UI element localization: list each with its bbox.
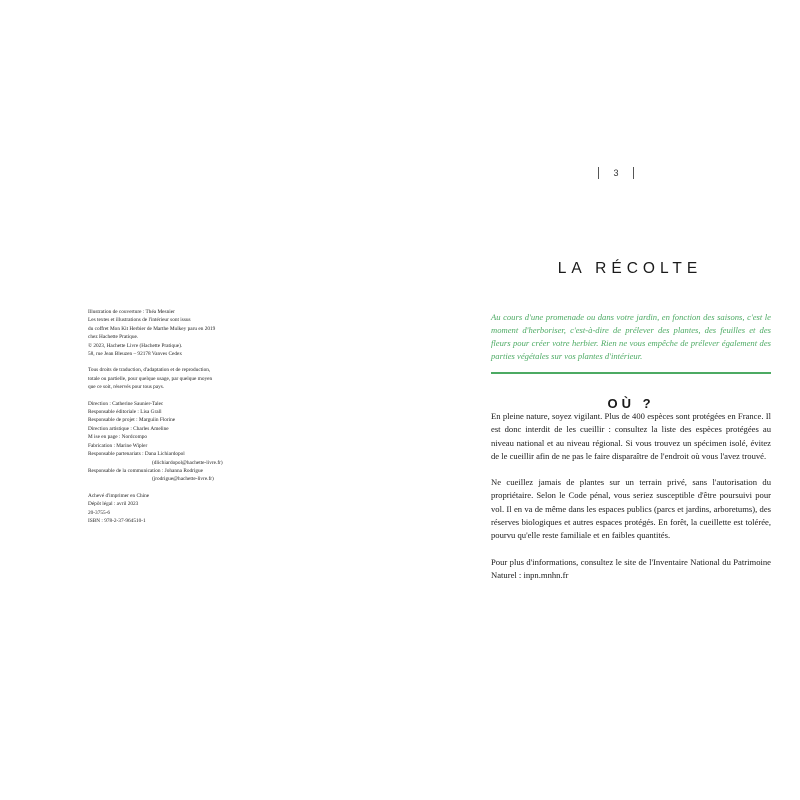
colophon-line: Illustration de couverture : Théa Mesnier xyxy=(88,309,175,315)
colophon-line: que ce soit, réservés pour tous pays. xyxy=(88,384,165,391)
colophon-line: © 2023, Hachette Livre (Hachette Pratique). xyxy=(88,342,183,349)
colophon-line: Responsable de projet : Marguiin Florine xyxy=(88,417,176,424)
colophon-line: 20-3755-6 xyxy=(88,509,111,516)
colophon-line: du coffret Mon Kit Herbier de Marthe Mulkey paru en 2019 xyxy=(88,325,216,332)
intro-paragraph: Au cours d'une promenade ou dans votre jardin, en fonction des saisons, c'est le moment d'herboriser, c'est-à-dire de prélever des plantes, des feuilles et des fleurs pour créer votre herbier. Rien ne vous empêche de prélever également des parties végétales sur vos plantes d'intérieur. xyxy=(491,311,771,361)
colophon-line: Direction : Catherine Saunier-Talec xyxy=(88,400,164,407)
colophon-line: 58, rue Jean Bleuzen – 92178 Vanves Cedex xyxy=(88,351,183,358)
colophon-line: (dlichiardopol@hachette-livre.fr) xyxy=(152,459,223,466)
colophon xyxy=(88,308,288,533)
body-text xyxy=(491,410,771,595)
colophon-line: Achevé d'imprimer en Chine xyxy=(88,492,150,499)
body-paragraph: Ne cueillez jamais de plantes sur un terrain privé, sans l'autorisation du propriétaire. Selon le Code pénal, vous seriez susceptible d'être poursuivi pour vol. Il en va de même dans les espaces publics (parcs et jardins, arboretums), des réserves biologiques et autres espaces protégés. En forêt, la cueillette est tolérée, pourvu qu'elle reste familiale et en faibles quantités. xyxy=(491,477,771,541)
body-paragraph: En pleine nature, soyez vigilant. Plus de 400 espèces sont protégées en France. Il est donc interdit de les cueillir : consultez la liste des espèces protégées au niveau national et au niveau régional. Si vous trouvez un spécimen isolé, évitez de le cueillir afin de ne pas le faire disparaître de l'endroit où vous l'avez trouvé. xyxy=(491,411,771,461)
colophon-line: Tous droits de traduction, d'adaptation et de reproduction, xyxy=(88,367,211,374)
page-number-left-rule xyxy=(598,167,599,179)
page-number xyxy=(598,166,634,180)
colophon-line: Fabrication : Marine Wipler xyxy=(88,442,148,449)
colophon-line: Responsable de la communication : Johanna Rodrigue xyxy=(88,467,204,474)
page-number-value: 3 xyxy=(613,168,619,178)
colophon-line: (jrodrigue@hachette-livre.fr) xyxy=(152,476,214,483)
colophon-rights xyxy=(88,366,288,391)
chapter-title: LA RÉCOLTE xyxy=(557,260,703,278)
colophon-line: ISBN : 978-2-37-964510-1 xyxy=(88,517,146,524)
body-paragraph: Pour plus d'informations, consultez le site de l'Inventaire National du Patrimoine Naturel : inpn.mnhn.fr xyxy=(491,556,771,580)
colophon-line: M ise en page : Nordcompo xyxy=(88,434,147,441)
colophon-line: chez Hachette Pratique. xyxy=(88,334,139,341)
divider-rule xyxy=(491,372,771,374)
colophon-staff xyxy=(88,400,288,484)
colophon-printing xyxy=(88,492,288,526)
colophon-line: Les textes et illustrations de l'intérieur sont issus xyxy=(88,317,191,324)
colophon-line: Dépôt légal : avril 2023 xyxy=(88,501,139,508)
colophon-line: Direction artistique : Charles Ameline xyxy=(88,425,169,432)
colophon-line: Responsable éditoriale : Lisa Grall xyxy=(88,409,162,416)
page-number-right-rule xyxy=(633,167,634,179)
section-title: OÙ ? xyxy=(607,395,655,411)
colophon-line: Responsable partenariats : Dana Lichiardopol xyxy=(88,451,185,458)
colophon-credits xyxy=(88,308,288,358)
colophon-line: totale ou partielle, pour quelque usage, par quelque moyen xyxy=(88,375,213,382)
